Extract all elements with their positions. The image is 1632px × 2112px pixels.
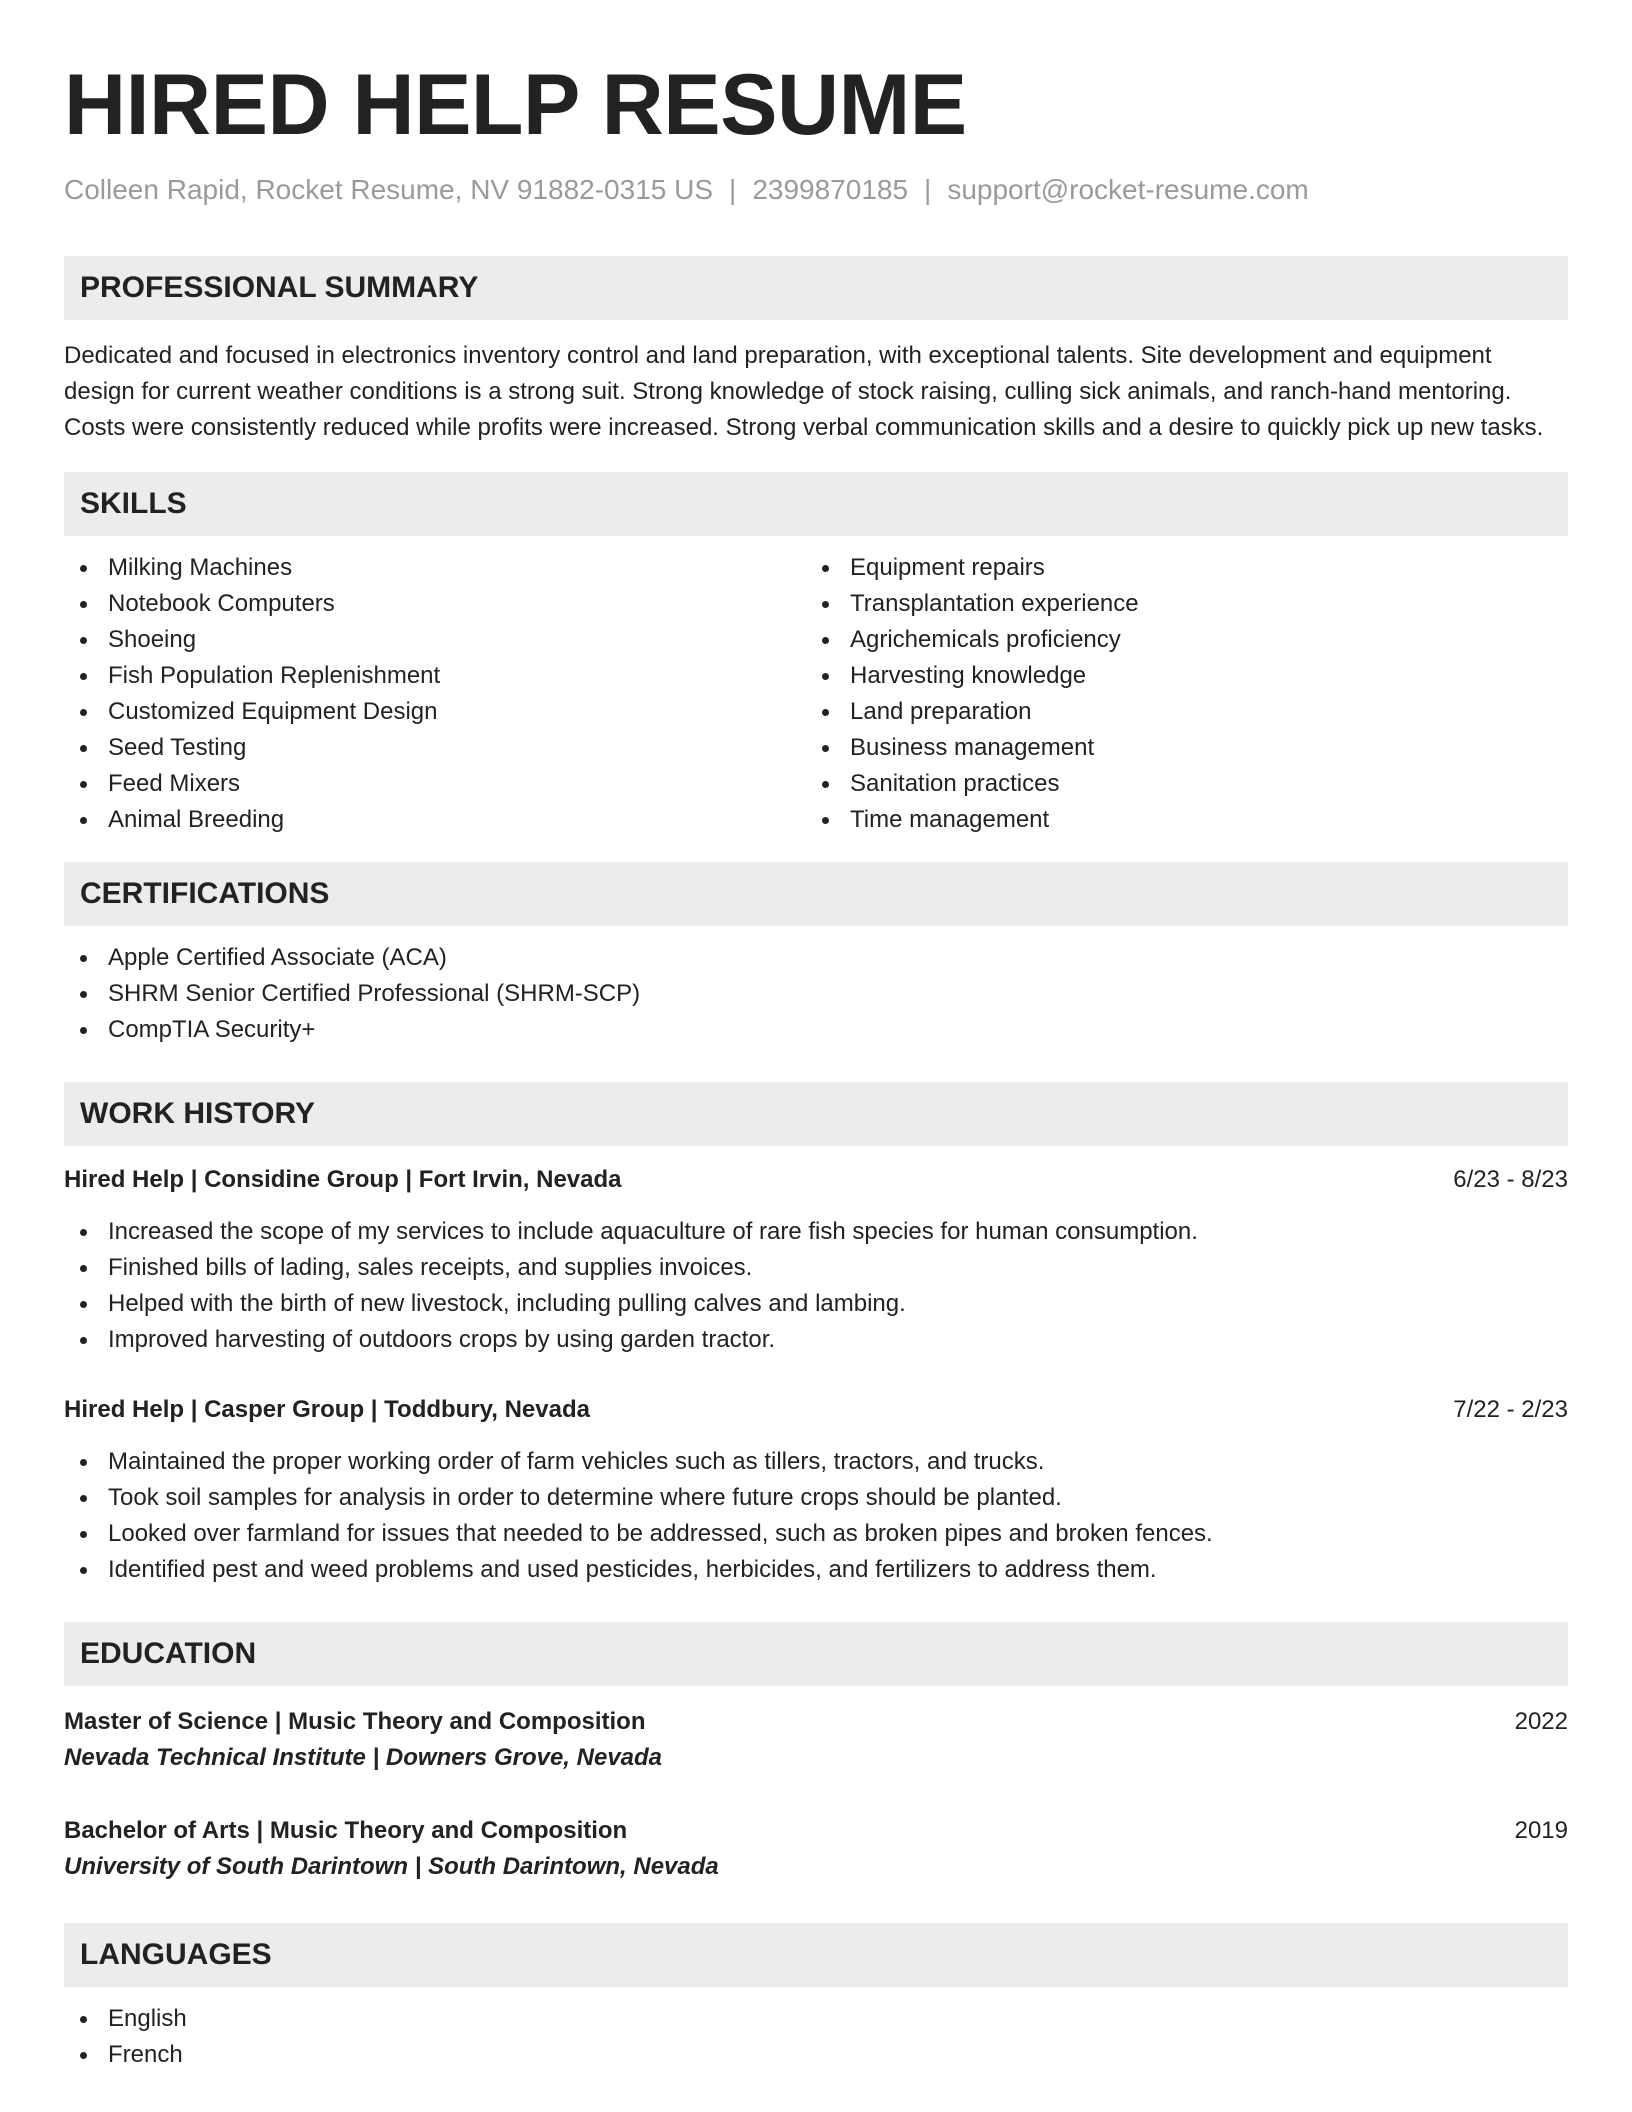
- skill-item: Land preparation: [806, 694, 1548, 730]
- skill-item: Feed Mixers: [64, 766, 806, 802]
- education-entry: [64, 1813, 1568, 1885]
- education-header: [64, 1704, 1568, 1740]
- section-header-education: EDUCATION: [64, 1622, 1568, 1686]
- skill-item: Transplantation experience: [806, 586, 1548, 622]
- education-school: Nevada Technical Institute | Downers Grove, Nevada: [64, 1744, 663, 1771]
- certification-item: SHRM Senior Certified Professional (SHRM-SCP): [64, 976, 1568, 1012]
- section-header-languages: LANGUAGES: [64, 1923, 1568, 1987]
- education-degree: Bachelor of Arts | Music Theory and Composition: [64, 1817, 628, 1844]
- skill-item: Customized Equipment Design: [64, 694, 806, 730]
- education-header: [64, 1813, 1568, 1849]
- job-bullet: Looked over farmland for issues that needed to be addressed, such as broken pipes and broken fences.: [64, 1516, 1568, 1552]
- skill-item: Milking Machines: [64, 550, 806, 586]
- job-dates: 7/22 - 2/23: [1453, 1396, 1568, 1423]
- language-item: English: [64, 2001, 1568, 2037]
- certification-item: CompTIA Security+: [64, 1012, 1568, 1048]
- skills-grid: [64, 550, 1568, 838]
- job-title: Hired Help | Casper Group | Toddbury, Nevada: [64, 1396, 590, 1423]
- skills-list-left: [64, 550, 806, 838]
- job-bullet: Improved harvesting of outdoors crops by using garden tractor.: [64, 1322, 1568, 1358]
- job-bullet: Maintained the proper working order of farm vehicles such as tillers, tractors, and trucks.: [64, 1444, 1568, 1480]
- education-year: 2022: [1514, 1708, 1568, 1735]
- summary-text: Dedicated and focused in electronics inventory control and land preparation, with exceptional talents. Site development and equipment design for current weather conditions is a strong suit. Strong knowledge of stock raising, culling sick animals, and ranch-hand mentoring. Costs were consistently reduced while profits were increased. Strong verbal communication skills and a desire to quickly pick up new tasks.: [64, 342, 1544, 441]
- resume-title: HIRED HELP RESUME: [64, 57, 967, 153]
- section-header-skills: SKILLS: [64, 472, 1568, 536]
- job-bullet: Increased the scope of my services to include aquaculture of rare fish species for human consumption.: [64, 1214, 1568, 1250]
- contact-email: support@rocket-resume.com: [947, 174, 1309, 205]
- skill-item: Fish Population Replenishment: [64, 658, 806, 694]
- job-header: [64, 1162, 1568, 1198]
- skills-list-right: [806, 550, 1548, 838]
- skill-item: Seed Testing: [64, 730, 806, 766]
- education-entry: [64, 1704, 1568, 1776]
- skill-item: Business management: [806, 730, 1548, 766]
- skill-item: Animal Breeding: [64, 802, 806, 838]
- skill-item: Agrichemicals proficiency: [806, 622, 1548, 658]
- job-bullet: Helped with the birth of new livestock, including pulling calves and lambing.: [64, 1286, 1568, 1322]
- languages-list: [64, 2001, 1568, 2073]
- job-bullets: [64, 1214, 1568, 1358]
- job-bullets: [64, 1444, 1568, 1588]
- contact-separator: |: [729, 174, 737, 205]
- certification-item: Apple Certified Associate (ACA): [64, 940, 1568, 976]
- contact-address: Colleen Rapid, Rocket Resume, NV 91882-0315 US: [64, 174, 714, 205]
- contact-phone: 2399870185: [752, 174, 909, 205]
- skill-item: Time management: [806, 802, 1548, 838]
- education-degree: Master of Science | Music Theory and Composition: [64, 1708, 646, 1735]
- certifications-list: [64, 940, 1568, 1048]
- contact-separator: |: [924, 174, 932, 205]
- skill-item: Harvesting knowledge: [806, 658, 1548, 694]
- skill-item: Equipment repairs: [806, 550, 1548, 586]
- skill-item: Notebook Computers: [64, 586, 806, 622]
- job-title: Hired Help | Considine Group | Fort Irvin, Nevada: [64, 1166, 622, 1193]
- job-bullet: Identified pest and weed problems and used pesticides, herbicides, and fertilizers to address them.: [64, 1552, 1568, 1588]
- section-header-certifications: CERTIFICATIONS: [64, 862, 1568, 926]
- section-header-summary: PROFESSIONAL SUMMARY: [64, 256, 1568, 320]
- skill-item: Sanitation practices: [806, 766, 1548, 802]
- job-entry: [64, 1392, 1568, 1588]
- job-bullet: Took soil samples for analysis in order to determine where future crops should be planted.: [64, 1480, 1568, 1516]
- education-year: 2019: [1514, 1817, 1568, 1844]
- job-entry: [64, 1162, 1568, 1358]
- contact-line: [64, 174, 1568, 206]
- skill-item: Shoeing: [64, 622, 806, 658]
- job-bullet: Finished bills of lading, sales receipts, and supplies invoices.: [64, 1250, 1568, 1286]
- language-item: French: [64, 2037, 1568, 2073]
- job-header: [64, 1392, 1568, 1428]
- job-dates: 6/23 - 8/23: [1453, 1166, 1568, 1193]
- section-header-work-history: WORK HISTORY: [64, 1082, 1568, 1146]
- education-school: University of South Darintown | South Darintown, Nevada: [64, 1853, 719, 1880]
